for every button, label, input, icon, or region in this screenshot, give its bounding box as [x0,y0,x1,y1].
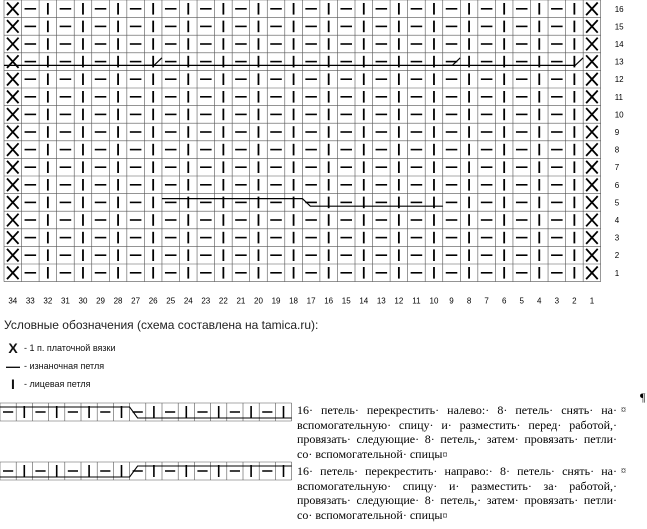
column-label: 13 [376,296,386,306]
cable-right-text: 16· петель· перекрестить· направо:· 8· петель· снять· на· вспомогательную· спицу· и· разместить· за· работой,· провязать· следующие· 8· петель,· затем· провязать· петли· со· вспомогательной· спицы [297,464,617,522]
row-label: 8 [614,145,620,155]
column-label: 8 [466,296,472,306]
column-label: 32 [43,296,53,306]
column-label: 33 [25,296,35,306]
row-label: 7 [614,163,620,173]
purl-stitch-icon: — [6,358,20,374]
column-label: 7 [484,296,489,306]
column-label: 4 [537,296,542,306]
column-label: 22 [218,296,228,306]
column-label: 34 [8,296,18,306]
row-label: 5 [614,198,620,208]
cable-right-description [297,464,617,524]
column-label: 27 [131,296,141,306]
column-label: 5 [519,296,524,306]
row-label: 16 [614,4,624,14]
legend-label-purl: - изнаночная петля [24,361,105,371]
cable-left-end-mark: ¤ [442,449,448,461]
column-label: 31 [60,296,70,306]
legend-label-knit: - лицевая петля [24,379,91,389]
column-label: 3 [554,296,560,306]
legend-item-knit [6,376,91,392]
cable-left-symbol [0,401,292,423]
row-label: 14 [614,40,624,49]
paragraph-mark: ¶ [640,390,646,404]
column-label: 2 [572,296,577,306]
row-label: 1 [614,268,620,278]
column-label: 20 [254,296,263,306]
row-label: 2 [614,251,620,261]
knit-stitch-icon: I [11,376,15,392]
column-label: 6 [501,296,507,306]
column-label: 15 [341,296,351,306]
column-label: 24 [183,296,193,306]
row-label: 13 [614,57,624,67]
cable-left-text: 16· петель· перекрестить· налево:· 8· петель· снять· на· вспомогательную· спицу· и· разместить· перед· работой,· провязать· следующие· 8· петель,· затем· провязать· петли· со· вспомогательной· спицы [297,403,617,461]
row-label: 6 [614,180,620,190]
column-label: 1 [589,296,595,306]
column-label: 17 [306,296,316,306]
row-label: 9 [614,128,620,137]
row-label: 15 [614,22,624,32]
row-label: 4 [614,216,620,225]
row-label: 11 [614,92,624,102]
cable-right-symbol [0,460,292,482]
column-label: 26 [148,296,158,306]
column-label: 28 [113,296,123,306]
legend-item-purl [6,358,104,374]
column-label: 29 [96,296,105,306]
column-label: 30 [78,296,88,306]
column-label: 21 [236,296,246,306]
column-label: 19 [271,296,281,306]
column-label: 25 [166,296,176,306]
cable-right-end-mark: ¤ [442,510,448,522]
column-label: 23 [201,296,211,306]
row-label: 3 [614,233,620,243]
column-label: 10 [429,296,439,306]
column-label: 12 [394,296,404,306]
row-label: 10 [614,110,624,120]
column-label: 9 [449,296,454,306]
legend-item-edge [6,340,115,356]
column-label: 16 [324,296,334,306]
cable-left-description [297,403,617,463]
edge-stitch-icon: X [8,340,18,356]
column-label: 14 [359,296,369,306]
row-label: 12 [614,75,624,85]
column-label: 18 [289,296,299,306]
cable-left-side-mark: ¤ [621,405,626,416]
column-label: 11 [412,296,421,306]
legend-title: Условные обозначения (схема составлена на tamica.ru): [4,318,319,332]
legend-label-edge: - 1 п. платочной вязки [24,343,116,353]
cable-right-side-mark: ¤ [621,466,626,477]
